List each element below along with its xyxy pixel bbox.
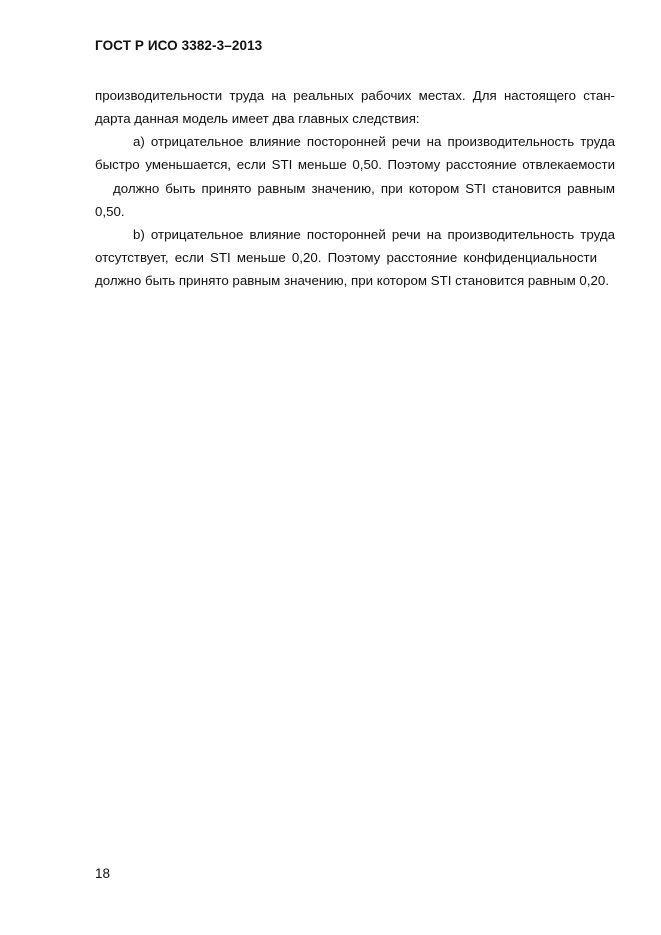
text-line: должно быть принято равным значению, при котором STI становится равным 0,20. — [95, 273, 610, 288]
page-number: 18 — [95, 866, 111, 881]
text-line: производительности труда на реальных рабочих местах. Для настоящего стан- — [95, 88, 615, 103]
text-line: дарта данная модель имеет два главных следствия: — [95, 111, 420, 126]
text-line: отсутствует, если STI меньше 0,20. Поэтому расстояние конфиденциальности — [95, 250, 597, 265]
body-text — [95, 84, 615, 304]
list-item-a-line: а) отрицательное влияние посторонней речи на производительность труда — [133, 134, 615, 149]
document-header: ГОСТ Р ИСО 3382-3–2013 — [95, 38, 263, 53]
list-item-b-line: b) отрицательное влияние посторонней речи на производительность труда — [133, 227, 615, 242]
text-line: 0,50. — [95, 204, 125, 219]
text-line: должно быть принято равным значению, при котором STI становится равным — [113, 181, 615, 196]
text-line: быстро уменьшается, если STI меньше 0,50. Поэтому расстояние отвлекаемости — [95, 157, 615, 172]
